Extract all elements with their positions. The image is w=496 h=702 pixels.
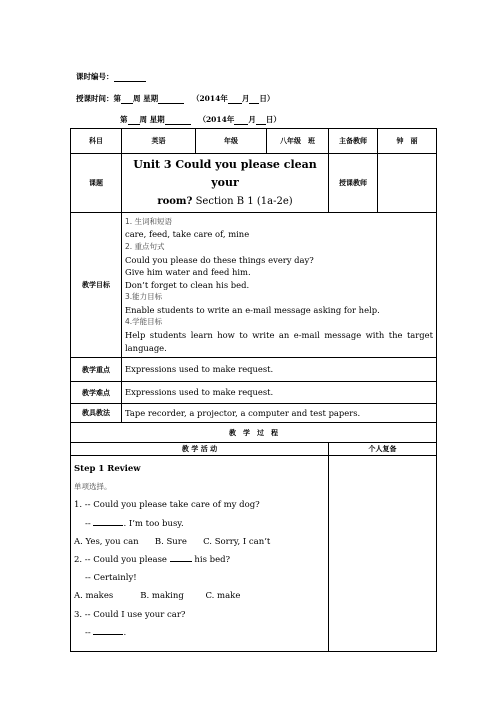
week-prefix: 第 bbox=[120, 115, 128, 124]
goal-line: Don’t forget to clean his bed. bbox=[125, 279, 250, 290]
reply-prefix: -- bbox=[85, 518, 94, 529]
activities-header-row bbox=[71, 443, 437, 456]
teacher-label: 主备教师 bbox=[329, 129, 378, 154]
reply-suffix: . bbox=[123, 627, 127, 638]
topic-row bbox=[71, 154, 437, 213]
process-title: 教 学 过 程 bbox=[71, 423, 437, 443]
aids-row bbox=[71, 404, 437, 423]
day-blank bbox=[249, 95, 259, 104]
month-blank bbox=[234, 116, 248, 125]
aids-value: Tape recorder, a projector, a computer and test papers. bbox=[122, 404, 437, 423]
question-3: 3. -- Could I use your car? bbox=[74, 609, 186, 620]
difficult-points-row bbox=[71, 382, 437, 404]
difficult-points-label: 教学难点 bbox=[71, 382, 122, 404]
question-2-start: 2. -- Could you please bbox=[74, 555, 170, 566]
goals-content bbox=[122, 213, 437, 358]
option-b: B. Sure bbox=[154, 536, 187, 547]
week-suffix: 周 星期 bbox=[133, 94, 159, 103]
question-2-options bbox=[74, 587, 325, 605]
grade-label: 年级 bbox=[196, 129, 267, 154]
month-label: 月 bbox=[241, 94, 250, 103]
option-c: C. Sorry, I can’t bbox=[203, 536, 271, 547]
topic-title-cell bbox=[122, 154, 329, 213]
grade-value: 八年级 班 bbox=[267, 129, 329, 154]
goal-line: Help students learn how to write an e-mail message with the target bbox=[125, 330, 433, 341]
teacher-value: 钟 丽 bbox=[378, 129, 437, 154]
day-label: 日） bbox=[259, 94, 275, 103]
answer-blank bbox=[93, 516, 123, 526]
goal-line: language. bbox=[125, 342, 167, 353]
key-points-label: 教学重点 bbox=[71, 358, 122, 382]
week-suffix: 周 星期 bbox=[139, 115, 165, 124]
goals-row bbox=[71, 213, 437, 358]
question-1: 1. -- Could you please take care of my dog? bbox=[74, 500, 260, 511]
option-a: A. Yes, you can bbox=[74, 536, 139, 547]
goal-heading-1: 1. 生词和短语 bbox=[125, 216, 173, 226]
goal-line: Enable students to write an e-mail message asking for help. bbox=[125, 304, 380, 315]
topic-label: 课题 bbox=[71, 154, 122, 213]
option-c: C. make bbox=[205, 591, 241, 602]
topic-title-bold: room? bbox=[157, 196, 193, 207]
lecturer-value bbox=[378, 154, 437, 213]
reply-prefix: -- bbox=[85, 627, 94, 638]
activities-label: 教 学 活 动 bbox=[71, 443, 329, 456]
key-points-value: Expressions used to make request. bbox=[122, 358, 437, 382]
question-2-reply: -- Certainly! bbox=[85, 573, 137, 584]
step1-instruction: 单项选择。 bbox=[74, 482, 112, 492]
weekday-blank bbox=[165, 116, 191, 125]
question-1-options bbox=[74, 533, 325, 551]
lesson-number-label: 课时编号： bbox=[76, 72, 114, 81]
subject-label: 科目 bbox=[71, 129, 122, 154]
week-blank bbox=[128, 116, 140, 125]
difficult-points-value: Expressions used to make request. bbox=[122, 382, 437, 404]
goal-line: care, feed, take care of, mine bbox=[125, 229, 250, 240]
personal-notes-cell bbox=[329, 456, 437, 652]
time-label: 授课时间： bbox=[76, 94, 114, 103]
goal-line: Could you please do these things every day? bbox=[125, 254, 314, 265]
reply-suffix: . I’m too busy. bbox=[123, 518, 184, 529]
lecturer-label: 授课教师 bbox=[329, 154, 378, 213]
step1-block bbox=[71, 456, 328, 642]
lesson-number-blank bbox=[114, 73, 146, 82]
weekday-blank bbox=[158, 95, 184, 104]
question-2-end: his bed? bbox=[191, 555, 231, 566]
goal-heading-4: 4.学能目标 bbox=[125, 317, 163, 327]
info-row bbox=[71, 129, 437, 154]
lesson-number-line bbox=[76, 71, 146, 82]
topic-title-line-2 bbox=[122, 192, 328, 212]
question-3-reply bbox=[74, 624, 325, 642]
aids-label: 教具教法 bbox=[71, 404, 122, 423]
week-blank bbox=[121, 95, 133, 104]
day-label: 日） bbox=[265, 115, 281, 124]
teaching-time-line-1 bbox=[76, 93, 274, 104]
year-label: （2014年 bbox=[191, 94, 228, 103]
personal-notes-label: 个人复备 bbox=[329, 443, 437, 456]
option-a: A. makes bbox=[74, 591, 114, 602]
goal-line: Give him water and feed him. bbox=[125, 267, 251, 278]
subject-value: 英语 bbox=[122, 129, 196, 154]
month-blank bbox=[228, 95, 242, 104]
activities-content bbox=[71, 456, 329, 652]
question-1-reply bbox=[74, 515, 325, 533]
goal-heading-3: 3.能力目标 bbox=[125, 292, 163, 302]
option-b: B. making bbox=[140, 591, 184, 602]
activities-row bbox=[71, 456, 437, 652]
topic-title-rest: Section B 1 (1a-2e) bbox=[192, 196, 293, 207]
month-label: 月 bbox=[248, 115, 256, 124]
week-prefix: 第 bbox=[113, 94, 121, 103]
process-title-row bbox=[71, 423, 437, 443]
goals-label: 教学目标 bbox=[71, 213, 122, 358]
lesson-plan-table bbox=[70, 128, 437, 652]
answer-blank bbox=[170, 552, 192, 562]
answer-blank bbox=[93, 625, 123, 635]
key-points-row bbox=[71, 358, 437, 382]
step1-title: Step 1 Review bbox=[74, 464, 141, 474]
teaching-time-line-2 bbox=[120, 114, 281, 125]
question-2 bbox=[74, 551, 325, 569]
topic-title-line-1: Unit 3 Could you please clean your bbox=[133, 158, 317, 189]
day-blank bbox=[256, 116, 266, 125]
year-label: （2014年 bbox=[198, 115, 235, 124]
goal-heading-2: 2. 重点句式 bbox=[125, 241, 165, 251]
